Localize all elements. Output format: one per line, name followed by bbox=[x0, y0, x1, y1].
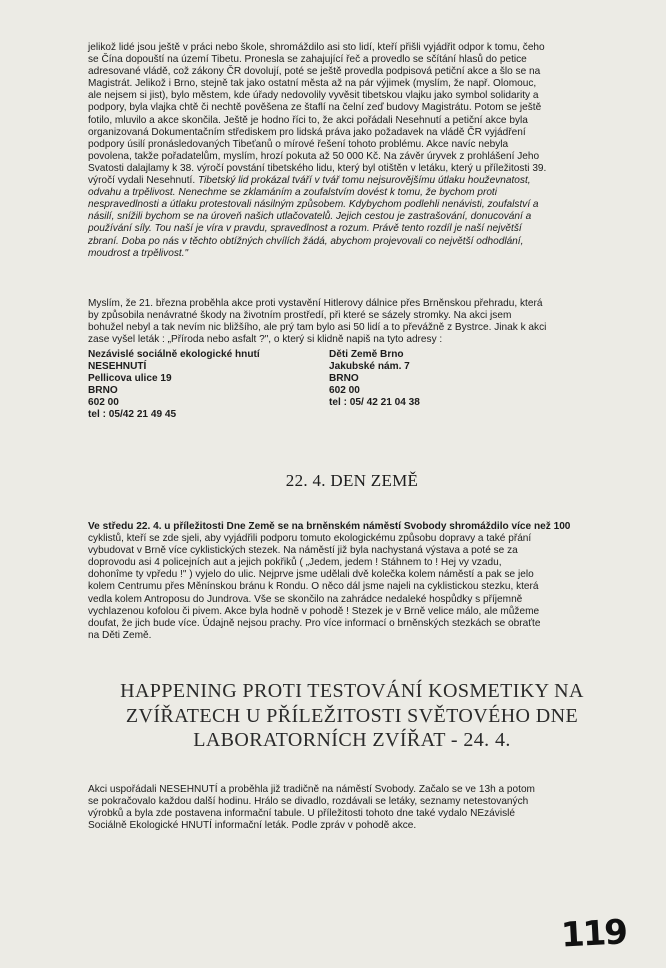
text-line: Ve středu 22. 4. u příležitosti Dne Země se na brněnském náměstí Svobody shromáždilo více než 100 bbox=[88, 521, 571, 532]
tibet-paragraph bbox=[88, 42, 616, 260]
text-line: se pokračovalo každou další hodinu. Hrálo se divadlo, rozdávali se letáky, seznamy netestovaných bbox=[88, 796, 529, 808]
text-line: bohužel nebyl a tak nevím nic bližšího, ale prý tam bylo asi 50 lidí a to převážně z Bystrce. Jinak k akci bbox=[88, 322, 547, 334]
text-line: by způsobila nenávratné škody na životním prostředí, při které se sázely stromky. Na akci jsem bbox=[88, 310, 512, 322]
text-line: zase vyšel leták : „Příroda nebo asfalt ?", o který si klidně napiš na tyto adresy : bbox=[88, 334, 443, 346]
page-number: 119 bbox=[560, 912, 628, 956]
text-line: Magistrát. Jelikož i Brno, stejně tak jako ostatní města až na pár výjimek (myslím, že např. Olomouc, bbox=[88, 78, 537, 90]
contact-deti-zeme bbox=[329, 349, 420, 409]
highway-paragraph bbox=[88, 298, 616, 346]
contact-line: tel : 05/42 21 49 45 bbox=[88, 409, 177, 421]
quote-line-start: Tibetský lid prokázal tváří v tvář tomu nejsurovějšímu útlaku houževnatost, bbox=[197, 175, 531, 187]
text-line: dohonîme ty vpředu !" ) vyjelo do ulic. Nejprve jsme udělali dvě kolečka kolem náměstí a pak se jelo bbox=[88, 569, 534, 581]
contact-line: BRNO bbox=[329, 373, 359, 385]
quote-line: násilí, snížili bychom se na úroveň našich utlačovatelů. Jejich cestou je zastrašování, donucování a bbox=[88, 211, 532, 223]
contact-line: Děti Země Brno bbox=[329, 349, 404, 360]
text-line: adresované vládě, což zákony ČR dovolují, poté se ještě provedla podpisová petiční akce a šlo se na bbox=[88, 66, 541, 78]
text-line: povolena, takže pořadatelům, myslím, hrozí pokuta až 50 000 Kč. Na závěr úryvek z prohlášení Jeho bbox=[88, 150, 540, 162]
quote-line: používání síly. Tou naší je víra v pravdu, spravedlnost a rozum. Právě tento rozdíl je naší největší bbox=[88, 223, 522, 235]
text-line: na Děti Země. bbox=[88, 629, 152, 641]
text-line: se Čína dopouští na území Tibetu. Pronesla se zahajující řeč a provedlo se sčítání hlasů do petice bbox=[88, 54, 527, 66]
text-line: vybudovat v Brně více cyklistických stezek. Na náměstí již byla nachystaná výstava a poté se za bbox=[88, 545, 518, 557]
text-line: Myslím, že 21. března proběhla akce proti vystavění Hitlerovy dálnice přes Brněnskou přehradu, která bbox=[88, 298, 543, 309]
contact-nesehnuti bbox=[88, 349, 260, 422]
text-line: ale nejsem si jist), bylo městem, kde úřady nedovolily vyvěsit tibetskou vlajku jako symbol solidarity a bbox=[88, 90, 539, 102]
text-line: výrobků a byla zde postavena informační tabule. U příležitosti tohoto dne také vydalo NEzávislé bbox=[88, 808, 515, 820]
earth-day-paragraph bbox=[88, 521, 616, 642]
contact-line: NESEHNUTÍ bbox=[88, 361, 147, 373]
text-line: fotilo, mluvilo a akce skončila. Ještě je hodno říci to, že akci pořádali Nesehnutí a petiční akce byla bbox=[88, 114, 528, 126]
text-line: Sociálně Ekologické HNUTÍ informační leták. Podle zpráv v pohodě akce. bbox=[88, 820, 417, 832]
contact-line: tel : 05/ 42 21 04 38 bbox=[329, 397, 420, 409]
happening-paragraph bbox=[88, 784, 616, 832]
contact-line: Pellicova ulice 19 bbox=[88, 373, 172, 385]
text-line: vedla kolem Antroposu do Jundrova. Vše se skončilo na zahrádce nedaleké hospůdky s příjemně bbox=[88, 593, 523, 605]
text-line: podpory úsilí pronásledovaných Tibeťanů o mírové řešení tohoto problému. Akce navíc nebyla bbox=[88, 138, 509, 150]
happening-heading bbox=[88, 679, 616, 753]
heading-line: LABORATORNÍCH ZVÍŘAT - 24. 4. bbox=[193, 729, 511, 751]
contact-line: Nezávislé sociálně ekologické hnutí bbox=[88, 349, 260, 360]
text-line: podpory, byla vlajka chtě či nechtě pověšena ze štaflí na čelní zeď budovy Magistrátu. Potom se ještě bbox=[88, 102, 542, 114]
text-line: Akci uspořádali NESEHNUTÍ a proběhla již tradičně na náměstí Svobody. Začalo se ve 13h a potom bbox=[88, 784, 535, 795]
heading-line: ZVÍŘATECH U PŘÍLEŽITOSTI SVĚTOVÉHO DNE bbox=[125, 704, 579, 727]
text-line: cyklistů, kteří se zde sjeli, aby vyjádřili podporu tomuto ekologickému způsobu dopravy a také přání bbox=[88, 533, 532, 545]
text-line: kolem Centrumu přes Měnínskou bránu k Rondu. O něco dál jsme najeli na cyklistickou stezku, která bbox=[88, 581, 539, 593]
quote-line: zbraní. Doba po nás v těchto obtížných chvílích žádá, abychom projevovali co největší odhodlání, bbox=[88, 235, 524, 247]
text-line: vychlazenou kofolou či pivem. Akce byla hodně v pohodě ! Stezek je v Brně velice málo, ale můžeme bbox=[88, 605, 540, 617]
contact-line: Jakubské nám. 7 bbox=[329, 361, 410, 373]
text-line: organizovaná Dokumentačním střediskem pro lidská práva jako požadavek na vládě ČR vyjádření bbox=[88, 126, 526, 138]
contact-line: BRNO bbox=[88, 385, 118, 397]
quote-line: nespravedlnosti a útlaku protestovali násilným způsobem. Kdybychom podlehli nenávisti, zoufalství a bbox=[88, 199, 539, 211]
text-line bbox=[88, 175, 616, 187]
contact-line: 602 00 bbox=[329, 385, 360, 397]
text-line: doprovodu asi 4 policejních aut a jejich pokřiků ( „Jedem, jedem ! Stáhnem to ! Hej vy vzadu, bbox=[88, 557, 502, 569]
text-line: jelikož lidé jsou ještě v práci nebo škole, shromáždilo asi sto lidí, kteří přišli vyjádřit odpor k tomu, čeho bbox=[88, 42, 545, 53]
quote-line: moudrost a trpělivost." bbox=[88, 247, 189, 259]
text-line-start: výročí vydali Nesehnutí. bbox=[88, 175, 196, 187]
earth-day-heading: 22. 4. DEN ZEMĚ bbox=[285, 471, 419, 490]
contact-line: 602 00 bbox=[88, 397, 119, 409]
text-line: Svatosti dalajlamy k 38. výročí povstání tibetského lidu, který byl otištěn v letáku, který u příležitosti 39. bbox=[88, 162, 547, 174]
quote-line: odvahu a trpělivost. Nenechme se zklamáním a zoufalstvím dovést k tomu, že bychom proti bbox=[88, 187, 497, 199]
text-line: doufat, že jich bude více. Údajně nejsou prachy. Pro více informací o brněnských stezkách se obraťte bbox=[88, 617, 541, 629]
heading-line: HAPPENING PROTI TESTOVÁNÍ KOSMETIKY NA bbox=[120, 680, 584, 702]
